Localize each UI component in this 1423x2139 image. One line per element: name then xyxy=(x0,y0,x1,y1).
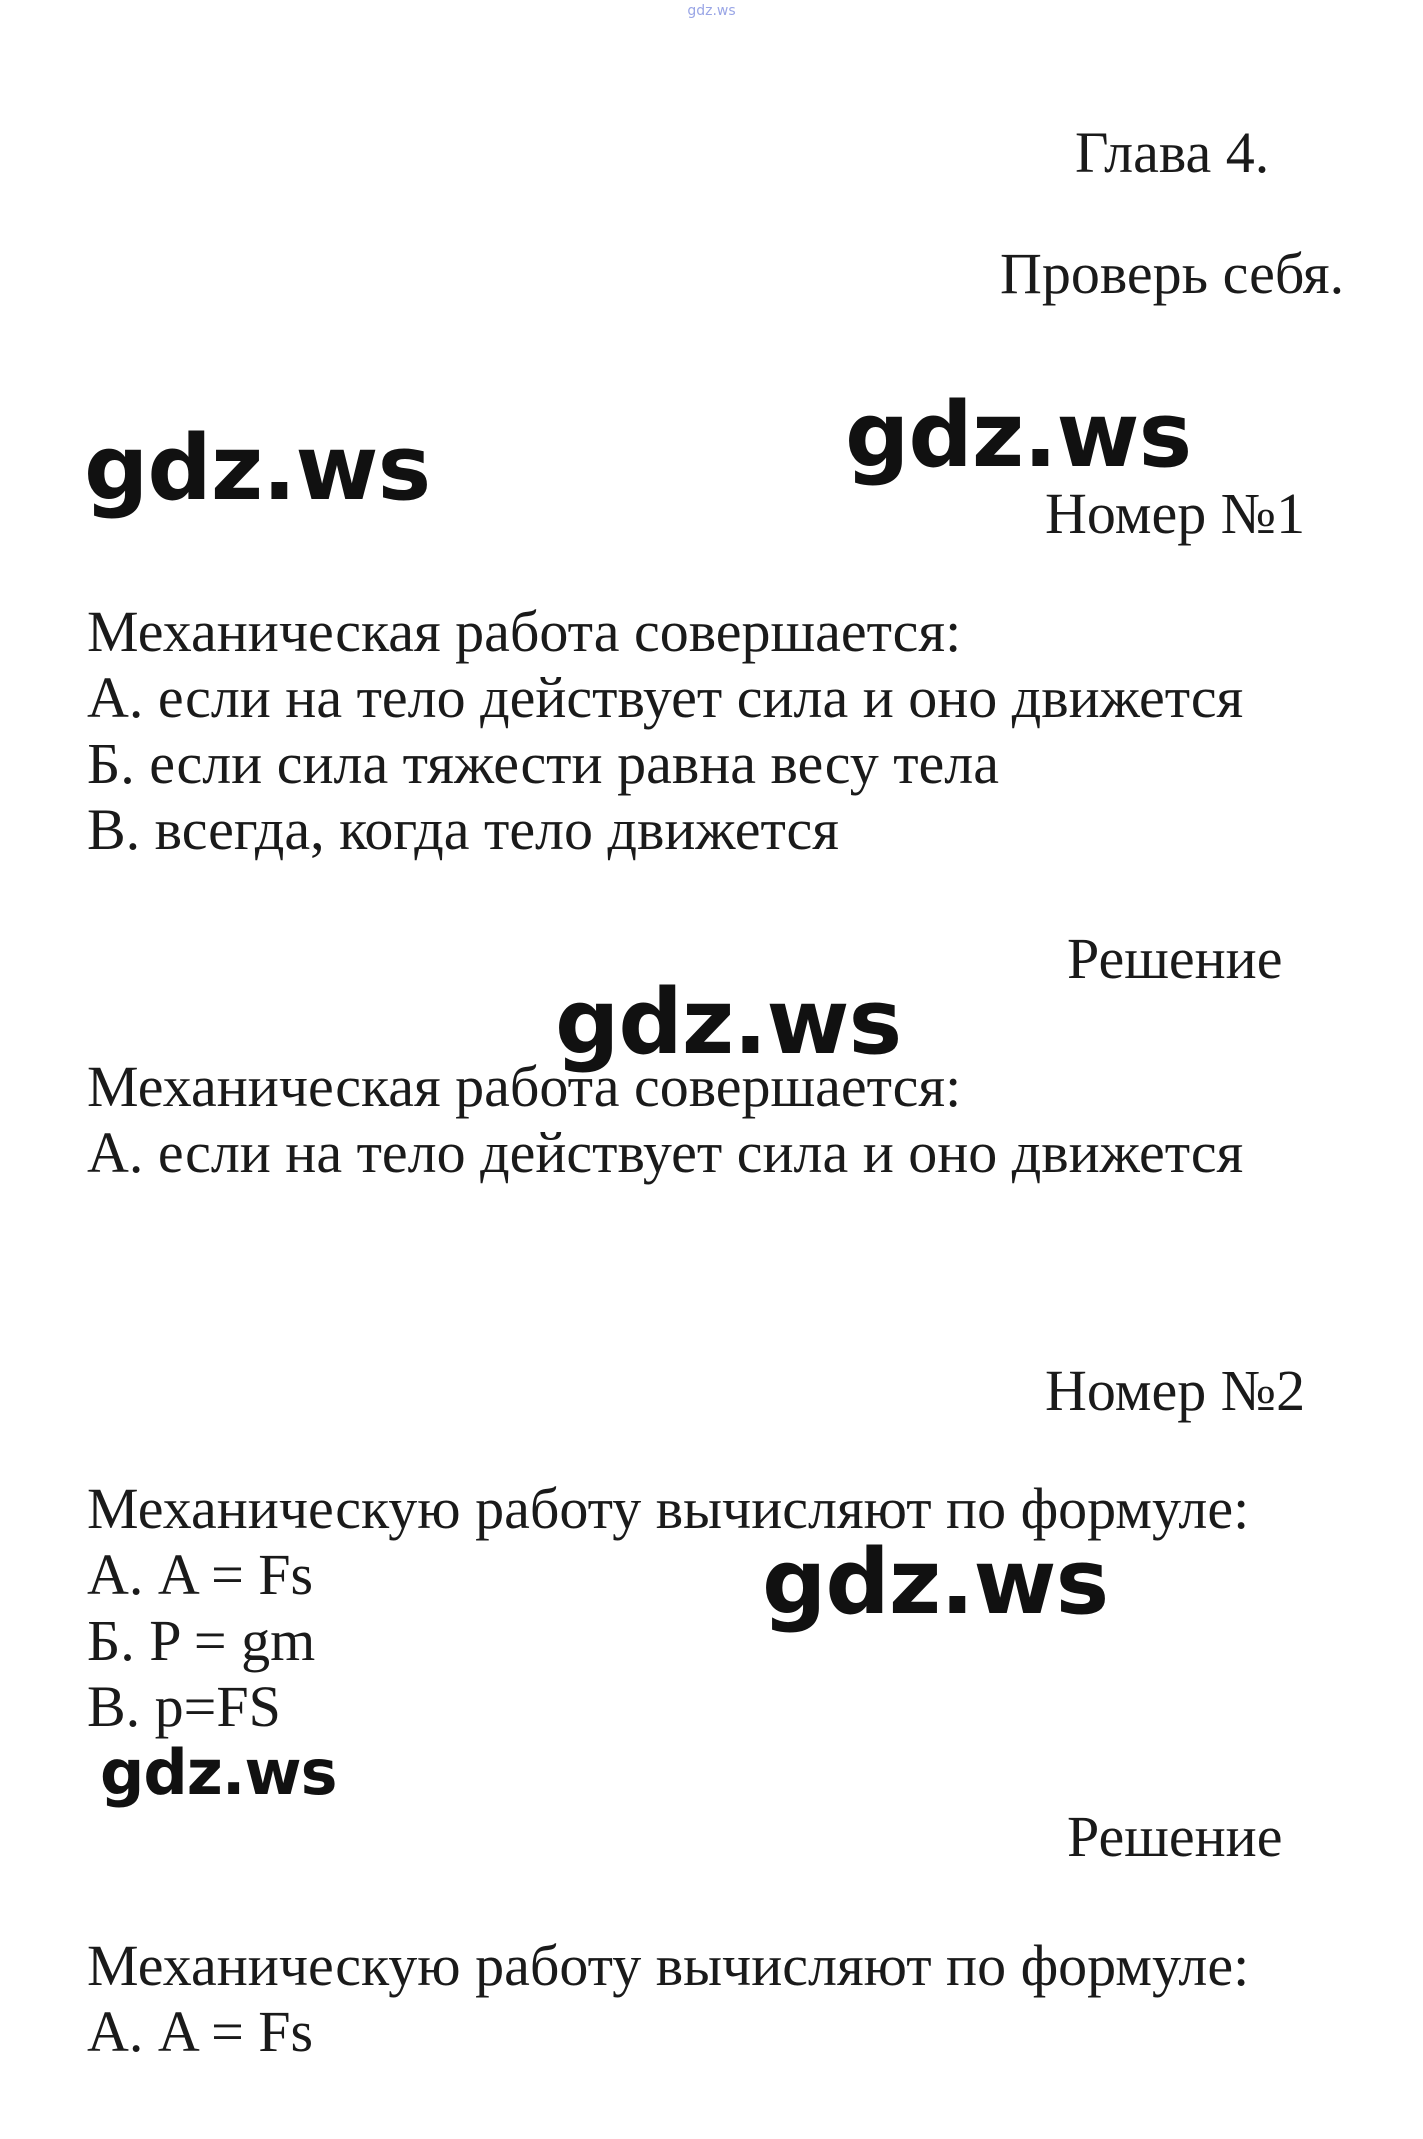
task-1-answer-line-2: А. если на тело действует сила и оно движется xyxy=(87,1120,1244,1185)
page-subtitle: Проверь себя. xyxy=(1000,241,1345,306)
task-1-question-line-4: В. всегда, когда тело движется xyxy=(87,797,839,862)
task-2-number: Номер №2 xyxy=(1045,1358,1306,1423)
task-2-answer-line-1: Механическую работу вычисляют по формуле: xyxy=(87,1933,1250,1998)
task-1-answer-line-1: Механическая работа совершается: xyxy=(87,1054,962,1119)
watermark-3: gdz.ws xyxy=(555,970,902,1075)
task-2-question-line-1: Механическую работу вычисляют по формуле: xyxy=(87,1476,1250,1541)
task-1-question-line-2: А. если на тело действует сила и оно движется xyxy=(87,665,1244,730)
watermark-1: gdz.ws xyxy=(84,416,431,521)
task-2-question-line-4: В. p=FS xyxy=(87,1674,281,1739)
task-1-number: Номер №1 xyxy=(1045,481,1306,546)
task-1-question-line-1: Механическая работа совершается: xyxy=(87,599,962,664)
watermark-5: gdz.ws xyxy=(100,1736,337,1809)
task-1-question-line-3: Б. если сила тяжести равна весу тела xyxy=(87,731,999,796)
task-2-question-line-3: Б. P = gm xyxy=(87,1608,316,1673)
chapter-title: Глава 4. xyxy=(1075,120,1270,185)
task-2-question-line-2: А. A = Fs xyxy=(87,1542,314,1607)
task-1-solution-label: Решение xyxy=(1067,926,1283,991)
watermark-top: gdz.ws xyxy=(687,3,736,19)
task-2-solution-label: Решение xyxy=(1067,1804,1283,1869)
watermark-2: gdz.ws xyxy=(845,383,1192,488)
watermark-4: gdz.ws xyxy=(762,1530,1109,1635)
task-2-answer-line-2: А. A = Fs xyxy=(87,1999,314,2064)
